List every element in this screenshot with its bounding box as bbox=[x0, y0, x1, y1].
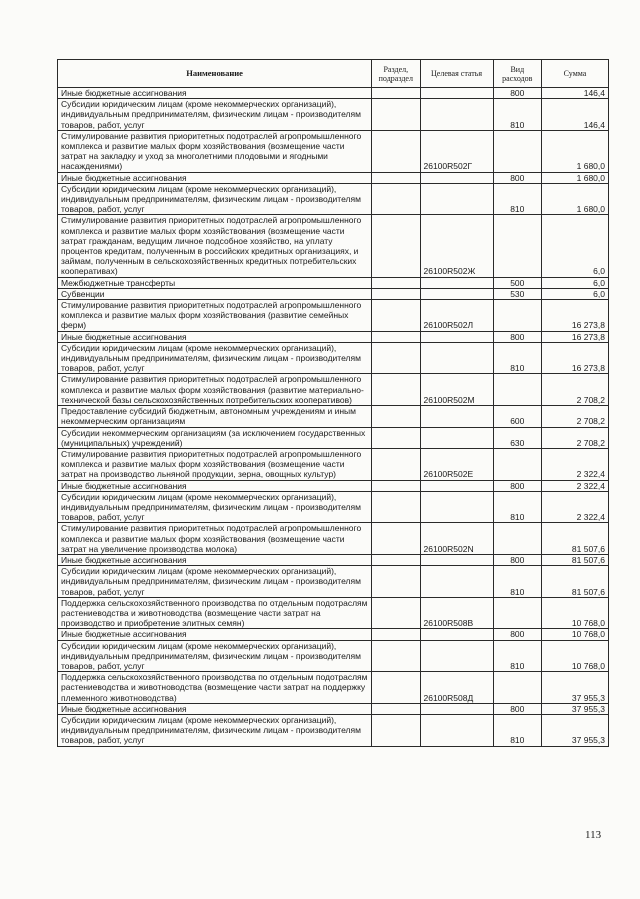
cell-section bbox=[372, 703, 420, 714]
cell-target: 26100R508В bbox=[420, 597, 493, 629]
cell-target: 26100R508Д bbox=[420, 672, 493, 704]
cell-name: Иные бюджетные ассигнования bbox=[58, 703, 372, 714]
cell-name: Субсидии юридическим лицам (кроме некоммерческих организаций), индивидуальным предпринимателям, физическим лицам - производителям товаров, работ, услуг bbox=[58, 566, 372, 598]
table-row bbox=[58, 88, 609, 99]
header-target: Целевая статья bbox=[420, 60, 493, 88]
cell-type: 810 bbox=[493, 640, 541, 672]
cell-target bbox=[420, 554, 493, 565]
cell-target bbox=[420, 703, 493, 714]
cell-section bbox=[372, 300, 420, 332]
cell-target bbox=[420, 183, 493, 215]
cell-type: 800 bbox=[493, 331, 541, 342]
cell-target bbox=[420, 714, 493, 746]
cell-name: Субсидии юридическим лицам (кроме некоммерческих организаций), индивидуальным предпринимателям, физическим лицам - производителям товаров, работ, услуг bbox=[58, 714, 372, 746]
cell-amount: 6,0 bbox=[542, 288, 609, 299]
cell-section bbox=[372, 672, 420, 704]
cell-section bbox=[372, 331, 420, 342]
cell-amount: 6,0 bbox=[542, 215, 609, 277]
cell-target bbox=[420, 172, 493, 183]
budget-table bbox=[57, 59, 609, 747]
table-row bbox=[58, 342, 609, 374]
cell-amount: 10 768,0 bbox=[542, 629, 609, 640]
cell-amount: 81 507,6 bbox=[542, 523, 609, 555]
cell-section bbox=[372, 491, 420, 523]
cell-amount: 1 680,0 bbox=[542, 183, 609, 215]
table-row bbox=[58, 714, 609, 746]
cell-amount: 146,4 bbox=[542, 88, 609, 99]
header-name: Наименование bbox=[58, 60, 372, 88]
cell-type: 800 bbox=[493, 480, 541, 491]
header-row bbox=[58, 60, 609, 88]
cell-type bbox=[493, 215, 541, 277]
cell-target bbox=[420, 342, 493, 374]
cell-amount: 2 322,4 bbox=[542, 480, 609, 491]
cell-type bbox=[493, 672, 541, 704]
table-row bbox=[58, 427, 609, 448]
table-row bbox=[58, 300, 609, 332]
cell-amount: 2 708,2 bbox=[542, 427, 609, 448]
cell-section bbox=[372, 640, 420, 672]
cell-type bbox=[493, 523, 541, 555]
table-row bbox=[58, 566, 609, 598]
cell-type: 800 bbox=[493, 554, 541, 565]
cell-section bbox=[372, 88, 420, 99]
cell-type: 810 bbox=[493, 566, 541, 598]
table-row bbox=[58, 640, 609, 672]
cell-name: Поддержка сельскохозяйственного производства по отдельным подотраслям растениеводства и животноводства (возмещение части затрат на поддержку племенного животноводства) bbox=[58, 672, 372, 704]
cell-name: Иные бюджетные ассигнования bbox=[58, 331, 372, 342]
cell-amount: 2 322,4 bbox=[542, 491, 609, 523]
cell-section bbox=[372, 597, 420, 629]
cell-section bbox=[372, 714, 420, 746]
cell-target bbox=[420, 629, 493, 640]
cell-target bbox=[420, 331, 493, 342]
cell-section bbox=[372, 288, 420, 299]
cell-type: 530 bbox=[493, 288, 541, 299]
cell-type: 810 bbox=[493, 183, 541, 215]
cell-name: Иные бюджетные ассигнования bbox=[58, 629, 372, 640]
table-row bbox=[58, 554, 609, 565]
cell-target bbox=[420, 480, 493, 491]
cell-section bbox=[372, 172, 420, 183]
cell-target bbox=[420, 88, 493, 99]
header-type: Вид расходов bbox=[493, 60, 541, 88]
table-row bbox=[58, 130, 609, 172]
cell-section bbox=[372, 480, 420, 491]
cell-name: Стимулирование развития приоритетных подотраслей агропромышленного комплекса и развитие малых форм хозяйствования (возмещение части затрат на закладку и уход за многолетними плодовыми и ягодными насаждениями) bbox=[58, 130, 372, 172]
cell-type bbox=[493, 374, 541, 406]
cell-section bbox=[372, 554, 420, 565]
cell-name: Субсидии юридическим лицам (кроме некоммерческих организаций), индивидуальным предпринимателям, физическим лицам - производителям товаров, работ, услуг bbox=[58, 99, 372, 131]
cell-section bbox=[372, 183, 420, 215]
cell-amount: 2 322,4 bbox=[542, 448, 609, 480]
table-row bbox=[58, 480, 609, 491]
cell-type: 810 bbox=[493, 491, 541, 523]
cell-target: 26100R502Л bbox=[420, 300, 493, 332]
cell-name: Межбюджетные трансферты bbox=[58, 277, 372, 288]
cell-target: 26100R502Ж bbox=[420, 215, 493, 277]
table-row bbox=[58, 672, 609, 704]
cell-amount: 37 955,3 bbox=[542, 714, 609, 746]
table-row bbox=[58, 99, 609, 131]
cell-amount: 37 955,3 bbox=[542, 672, 609, 704]
cell-target bbox=[420, 288, 493, 299]
cell-amount: 2 708,2 bbox=[542, 374, 609, 406]
cell-type: 600 bbox=[493, 406, 541, 427]
cell-name: Иные бюджетные ассигнования bbox=[58, 172, 372, 183]
cell-target bbox=[420, 277, 493, 288]
cell-name: Иные бюджетные ассигнования bbox=[58, 480, 372, 491]
cell-amount: 81 507,6 bbox=[542, 554, 609, 565]
cell-section bbox=[372, 566, 420, 598]
cell-name: Стимулирование развития приоритетных подотраслей агропромышленного комплекса и развитие малых форм хозяйствования (возмещение части затрат на производство льняной продукции, зерна, овощных культур) bbox=[58, 448, 372, 480]
cell-target: 26100R502Г bbox=[420, 130, 493, 172]
cell-target bbox=[420, 406, 493, 427]
cell-target: 26100R502N bbox=[420, 523, 493, 555]
cell-type bbox=[493, 130, 541, 172]
cell-name: Иные бюджетные ассигнования bbox=[58, 554, 372, 565]
table-row bbox=[58, 183, 609, 215]
cell-target bbox=[420, 427, 493, 448]
table-row bbox=[58, 215, 609, 277]
cell-target: 26100R502М bbox=[420, 374, 493, 406]
cell-name: Поддержка сельскохозяйственного производства по отдельным подотраслям растениеводства и животноводства (возмещение части затрат на производство и приобретение элитных семян) bbox=[58, 597, 372, 629]
cell-target bbox=[420, 99, 493, 131]
cell-type: 500 bbox=[493, 277, 541, 288]
cell-type: 810 bbox=[493, 342, 541, 374]
cell-target bbox=[420, 566, 493, 598]
cell-target bbox=[420, 640, 493, 672]
cell-name: Субвенции bbox=[58, 288, 372, 299]
table-row bbox=[58, 703, 609, 714]
table-row bbox=[58, 374, 609, 406]
cell-amount: 10 768,0 bbox=[542, 640, 609, 672]
cell-target: 26100R502Е bbox=[420, 448, 493, 480]
cell-name: Субсидии юридическим лицам (кроме некоммерческих организаций), индивидуальным предпринимателям, физическим лицам - производителям товаров, работ, услуг bbox=[58, 183, 372, 215]
cell-type: 800 bbox=[493, 88, 541, 99]
cell-name: Стимулирование развития приоритетных подотраслей агропромышленного комплекса и развитие малых форм хозяйствования (возмещение части затрат на увеличение производства молока) bbox=[58, 523, 372, 555]
cell-type: 800 bbox=[493, 629, 541, 640]
cell-section bbox=[372, 523, 420, 555]
cell-section bbox=[372, 342, 420, 374]
cell-type: 810 bbox=[493, 714, 541, 746]
page-number: 113 bbox=[585, 829, 602, 841]
cell-type: 800 bbox=[493, 172, 541, 183]
cell-target bbox=[420, 491, 493, 523]
cell-amount: 16 273,8 bbox=[542, 331, 609, 342]
cell-name: Субсидии юридическим лицам (кроме некоммерческих организаций), индивидуальным предпринимателям, физическим лицам - производителям товаров, работ, услуг bbox=[58, 640, 372, 672]
header-amount: Сумма bbox=[542, 60, 609, 88]
cell-type bbox=[493, 448, 541, 480]
table-row bbox=[58, 597, 609, 629]
cell-amount: 16 273,8 bbox=[542, 300, 609, 332]
cell-name: Субсидии юридическим лицам (кроме некоммерческих организаций), индивидуальным предпринимателям, физическим лицам - производителям товаров, работ, услуг bbox=[58, 342, 372, 374]
cell-section bbox=[372, 448, 420, 480]
cell-type: 630 bbox=[493, 427, 541, 448]
cell-name: Субсидии некоммерческим организациям (за исключением государственных (муниципальных) учреждений) bbox=[58, 427, 372, 448]
header-section: Раздел, подраздел bbox=[372, 60, 420, 88]
cell-section bbox=[372, 215, 420, 277]
cell-section bbox=[372, 629, 420, 640]
cell-section bbox=[372, 427, 420, 448]
cell-amount: 10 768,0 bbox=[542, 597, 609, 629]
table-header bbox=[58, 60, 609, 88]
cell-name: Стимулирование развития приоритетных подотраслей агропромышленного комплекса и развитие малых форм хозяйствования (возмещение части затрат гражданам, ведущим личное подсобное хозяйство, на уплату процентов кредитам, полученным в российских кредитных организациях, и займам, полученным в сельскохозяйственных кредитных потребительских кооперативах) bbox=[58, 215, 372, 277]
cell-name: Иные бюджетные ассигнования bbox=[58, 88, 372, 99]
cell-amount: 81 507,6 bbox=[542, 566, 609, 598]
cell-amount: 146,4 bbox=[542, 99, 609, 131]
cell-type bbox=[493, 597, 541, 629]
cell-type bbox=[493, 300, 541, 332]
cell-section bbox=[372, 374, 420, 406]
table-row bbox=[58, 523, 609, 555]
cell-amount: 2 708,2 bbox=[542, 406, 609, 427]
cell-section bbox=[372, 130, 420, 172]
table-row bbox=[58, 172, 609, 183]
cell-section bbox=[372, 99, 420, 131]
table-row bbox=[58, 629, 609, 640]
cell-type: 800 bbox=[493, 703, 541, 714]
cell-amount: 37 955,3 bbox=[542, 703, 609, 714]
cell-amount: 1 680,0 bbox=[542, 172, 609, 183]
table-row bbox=[58, 491, 609, 523]
cell-amount: 6,0 bbox=[542, 277, 609, 288]
cell-section bbox=[372, 406, 420, 427]
cell-name: Стимулирование развития приоритетных подотраслей агропромышленного комплекса и развитие малых форм хозяйствования (развитие материально-технической базы сельскохозяйственных потребительских кооперативов) bbox=[58, 374, 372, 406]
table-row bbox=[58, 331, 609, 342]
table-row bbox=[58, 406, 609, 427]
cell-amount: 16 273,8 bbox=[542, 342, 609, 374]
cell-section bbox=[372, 277, 420, 288]
table-row bbox=[58, 448, 609, 480]
cell-name: Субсидии юридическим лицам (кроме некоммерческих организаций), индивидуальным предпринимателям, физическим лицам - производителям товаров, работ, услуг bbox=[58, 491, 372, 523]
table-body bbox=[58, 88, 609, 747]
cell-name: Предоставление субсидий бюджетным, автономным учреждениям и иным некоммерческим организациям bbox=[58, 406, 372, 427]
table-row bbox=[58, 288, 609, 299]
cell-amount: 1 680,0 bbox=[542, 130, 609, 172]
cell-name: Стимулирование развития приоритетных подотраслей агропромышленного комплекса и развитие малых форм хозяйствования (развитие семейных ферм) bbox=[58, 300, 372, 332]
cell-type: 810 bbox=[493, 99, 541, 131]
table-row bbox=[58, 277, 609, 288]
